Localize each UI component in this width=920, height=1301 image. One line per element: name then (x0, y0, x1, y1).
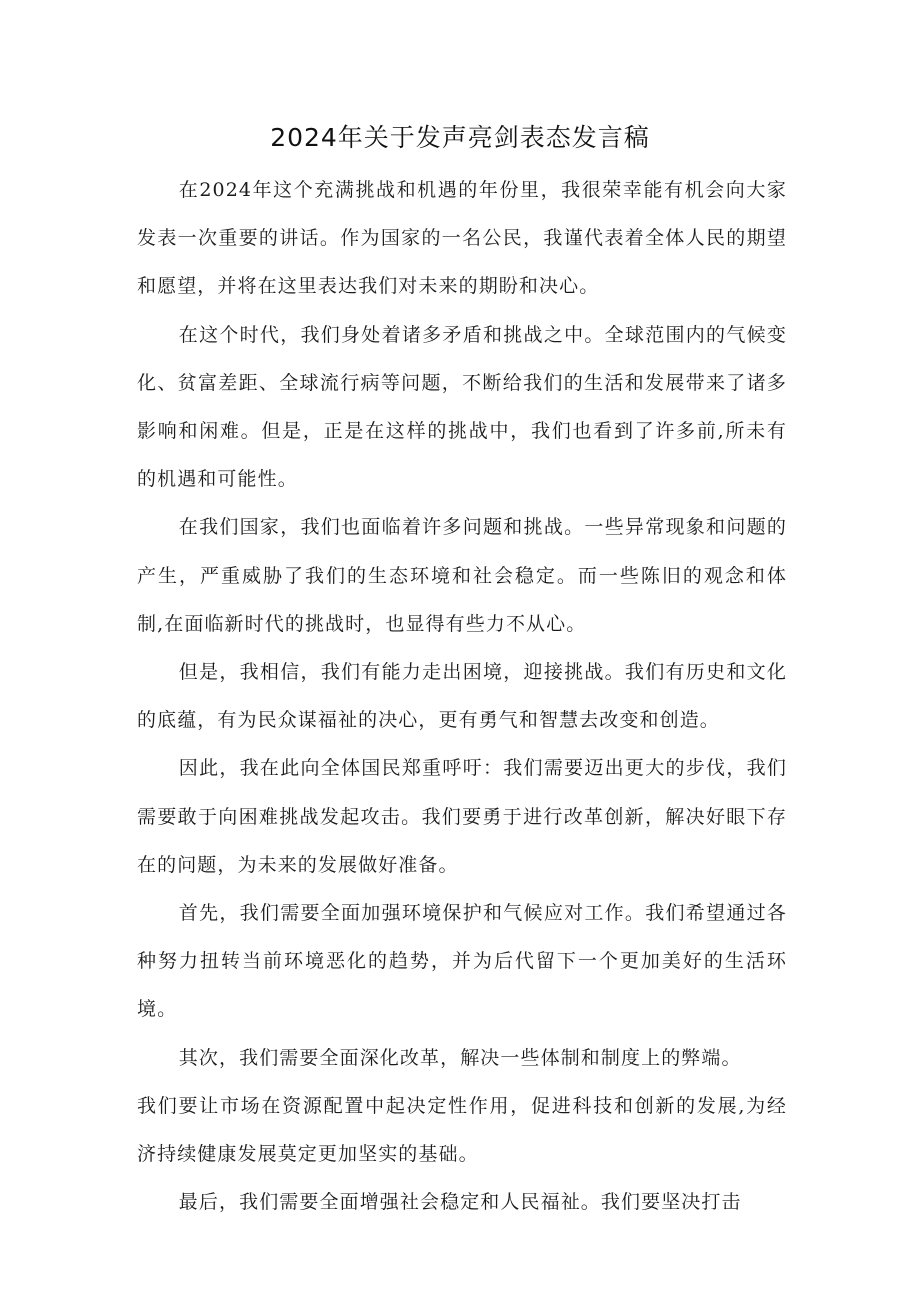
paragraph-2: 在这个时代，我们身处着诸多矛盾和挑战之中。全球范围内的气候变化、贫富差距、全球流行病等问题，不断给我们的生活和发展带来了诸多影响和闲难。但是，正是在这样的挑战中，我们也看到了许多前,所未有的机遇和可能性。 (137, 323, 787, 491)
paragraph-4: 但是，我相信，我们有能力走出困境，迎接挑战。我们有历史和文化的底蕴，有为民众谋福祉的决心，更有勇气和智慧去改变和创造。 (137, 661, 787, 732)
paragraph-1: 在2024年这个充满挑战和机遇的年份里，我很荣幸能有机会向大家发表一次重要的讲话。作为国家的一名公民，我谨代表着全体人民的期望和愿望，并将在这里表达我们对未来的期盼和决心。 (137, 179, 787, 298)
paragraph-9: 最后，我们需要全面增强社会稳定和人民福祉。我们要坚决打击 (178, 1191, 742, 1214)
document-title: 2024年关于发声亮剑表态发言稿 (270, 123, 650, 152)
paragraph-6: 首先，我们需要全面加强环境保护和气候应对工作。我们希望通过各种努力扭转当前环境恶化的趋势，并为后代留下一个更加美好的生活环境。 (137, 902, 787, 1021)
paragraph-7: 其次，我们需要全面深化改革，解决一些体制和制度上的弊端。 (178, 1046, 742, 1069)
paragraph-5: 因此，我在此向全体国民郑重呼吁：我们需要迈出更大的步伐，我们需要敢于向困难挑战发起攻击。我们要勇于进行改革创新，解决好眼下存在的问题，为未来的发展做好准备。 (137, 757, 787, 876)
document-body (137, 166, 787, 1226)
paragraph-3: 在我们国家，我们也面临着许多问题和挑战。一些异常现象和问题的产生，严重威胁了我们的生态环境和社会稳定。而一些陈旧的观念和体制,在面临新时代的挑战时，也显得有些力不从心。 (137, 516, 787, 635)
paragraph-8: 我们要让市场在资源配置中起决定性作用，促进科技和创新的发展,为经济持续健康发展莫定更加坚实的基础。 (137, 1094, 787, 1166)
